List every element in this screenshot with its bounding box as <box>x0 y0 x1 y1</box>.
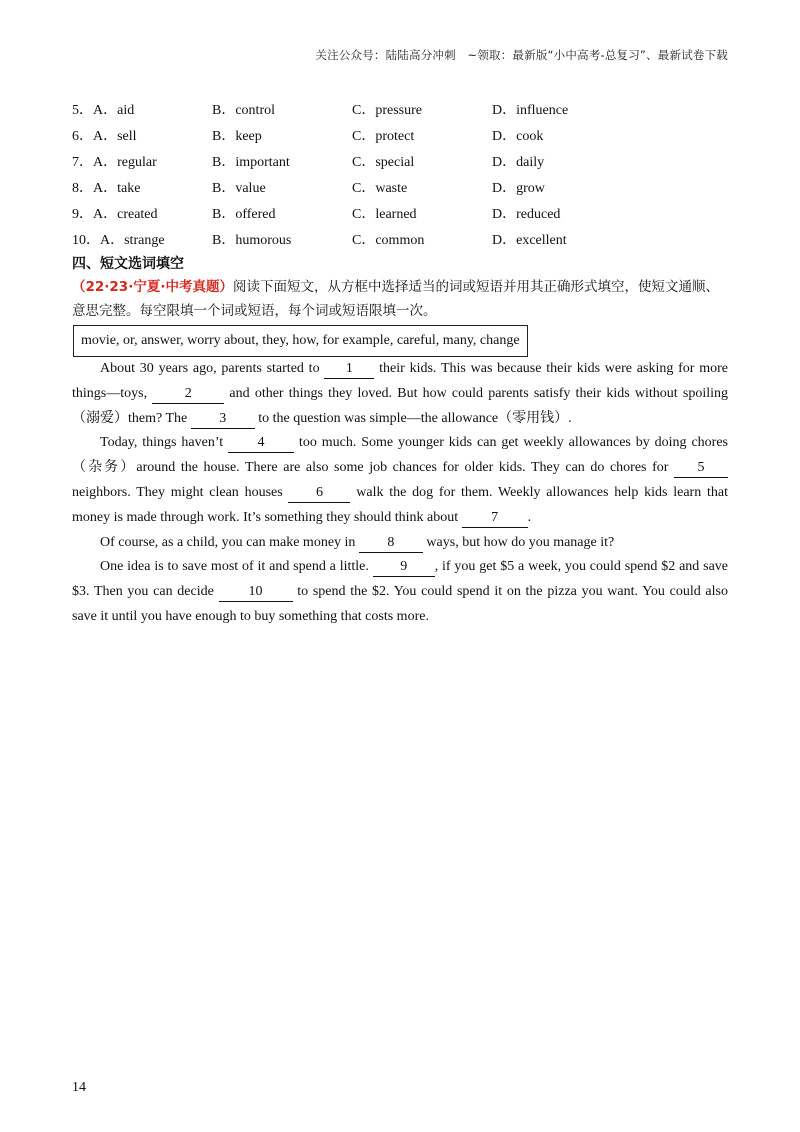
blank-9: 9 <box>373 558 435 577</box>
paragraph-2: Today, things haven’t 4 too much. Some younger kids can get weekly allowances by doing chores（杂务）around the house. There are also some job chances for older kids. They can do chores for 5 neighbors. They might clean houses 6 walk the dog for them. Weekly allowances help kids learn that money is made through work. It’s something they should think about 7 . <box>72 431 728 530</box>
blank-1: 1 <box>324 360 374 379</box>
option-c: C．common <box>352 233 425 248</box>
option-row <box>72 226 568 252</box>
option-d: D．cook <box>492 129 544 144</box>
blank-7: 7 <box>462 509 528 528</box>
option-b: B．important <box>212 155 290 170</box>
section-instructions <box>72 275 730 323</box>
paragraph-4: One idea is to save most of it and spend a little. 9 , if you get $5 a week, you could spend $2 and save $3. Then you can decide 10 to spend the $2. You could spend it on the pizza you want. You could also save it until you have enough to buy something that costs more. <box>72 559 728 624</box>
option-d: D．daily <box>492 155 545 170</box>
blank-8: 8 <box>359 534 423 553</box>
option-d: D．grow <box>492 181 545 196</box>
option-row <box>72 122 568 148</box>
option-d: D．reduced <box>492 207 561 222</box>
blank-4: 4 <box>228 434 294 453</box>
blank-10: 10 <box>219 583 293 602</box>
option-b: B．control <box>212 103 275 118</box>
option-c: C．waste <box>352 181 408 196</box>
section-title: 四、短文选词填空 <box>72 256 184 272</box>
option-c: C．special <box>352 155 415 170</box>
option-row <box>72 174 568 200</box>
option-row <box>72 200 568 226</box>
option-a: 10．A．strange <box>72 233 165 248</box>
option-a: 7．A．regular <box>72 155 157 170</box>
option-d: D．influence <box>492 103 569 118</box>
option-row <box>72 148 568 174</box>
blank-2: 2 <box>152 385 224 404</box>
blank-6: 6 <box>288 484 350 503</box>
option-b: B．offered <box>212 207 276 222</box>
word-bank-box: movie, or, answer, worry about, they, how, for example, careful, many, change <box>73 325 528 357</box>
paragraph-3: Of course, as a child, you can make money in 8 ways, but how do you manage it? <box>72 531 728 556</box>
option-c: C．pressure <box>352 103 422 118</box>
paragraph-1: About 30 years ago, parents started to 1 their kids. This was because their kids were asking for more things—toys, 2 and other things they loved. But how could parents satisfy their kids without spoiling（溺爱）them? The 3 to the question was simple—the allowance（零用钱）. <box>72 357 728 431</box>
instructions-text: 阅读下面短文，从方框中选择适当的词或短语并用其正确形式填空，使短文通顺、意思完整。每空限填一个词或短语，每个词或短语限填一次。 <box>72 279 719 319</box>
option-c: C．learned <box>352 207 417 222</box>
page-number: 14 <box>72 1080 86 1095</box>
page-header: 关注公众号：陆陆高分冲刺 ~领取：最新版“小中高考-总复习”、最新试卷下载 <box>315 48 728 62</box>
option-d: D．excellent <box>492 233 567 248</box>
option-c: C．protect <box>352 129 415 144</box>
option-b: B．value <box>212 181 266 196</box>
blank-3: 3 <box>191 410 255 429</box>
option-b: B．humorous <box>212 233 292 248</box>
options-table <box>72 96 568 252</box>
blank-5: 5 <box>674 459 728 478</box>
passage <box>72 357 728 630</box>
option-row <box>72 96 568 122</box>
option-a: 9．A．created <box>72 207 158 222</box>
option-b: B．keep <box>212 129 262 144</box>
option-a: 8．A．take <box>72 181 141 196</box>
option-a: 6．A．sell <box>72 129 137 144</box>
source-tag: （22·23·宁夏·中考真题） <box>72 279 233 295</box>
option-a: 5．A．aid <box>72 103 135 118</box>
